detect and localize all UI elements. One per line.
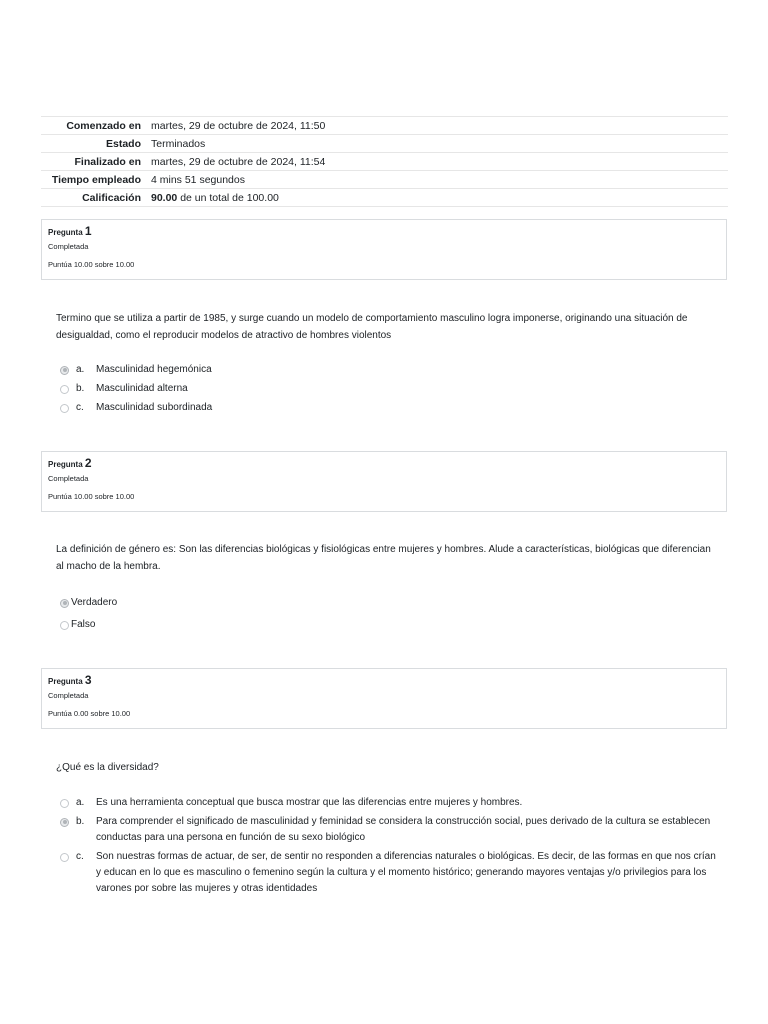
summary-label: Tiempo empleado — [41, 171, 151, 189]
question-text: Termino que se utiliza a partir de 1985, y surge cuando un modelo de comportamiento masculino logra imponerse, originando una situación de desigualdad, como el reproducir modelos de atractivo de hombres violentos — [56, 313, 688, 341]
question-text: ¿Qué es la diversidad? — [56, 762, 159, 773]
question-info-2 — [41, 451, 727, 512]
question-state: Completada — [48, 242, 89, 251]
answer-option-false[interactable] — [60, 618, 95, 632]
answer-option[interactable] — [60, 400, 720, 416]
option-letter: a. — [76, 364, 85, 375]
radio-button[interactable] — [60, 799, 69, 808]
question-info-3 — [41, 668, 727, 729]
question-prefix: Pregunta — [48, 460, 85, 469]
option-letter: b. — [76, 816, 85, 827]
option-letter: c. — [76, 851, 84, 862]
question-number — [48, 674, 720, 688]
question-number — [48, 457, 720, 471]
question-grade: Puntúa 10.00 sobre 10.00 — [48, 259, 135, 269]
summary-value: martes, 29 de octubre de 2024, 11:54 — [151, 153, 728, 171]
question-number-value: 3 — [84, 673, 92, 687]
summary-label: Comenzado en — [41, 117, 151, 135]
radio-button[interactable] — [60, 599, 69, 608]
summary-row-started — [41, 117, 728, 135]
summary-value — [151, 189, 728, 207]
question-grade: Puntúa 0.00 sobre 10.00 — [48, 708, 131, 718]
option-letter: a. — [76, 797, 85, 808]
summary-row-finished — [41, 153, 728, 171]
option-text: Masculinidad subordinada — [96, 402, 213, 413]
option-text: Masculinidad alterna — [96, 383, 188, 394]
radio-button[interactable] — [60, 385, 69, 394]
summary-row-grade — [41, 189, 728, 207]
attempt-summary-table — [41, 116, 728, 207]
question-prefix: Pregunta — [48, 677, 85, 686]
radio-button[interactable] — [60, 853, 69, 862]
radio-button[interactable] — [60, 621, 69, 630]
grade-value: 90.00 — [151, 191, 178, 204]
question-state: Completada — [48, 691, 89, 700]
radio-button[interactable] — [60, 366, 69, 375]
option-text: Para comprender el significado de masculinidad y feminidad se considera la construcción social, pues derivado de la cultura se establecen conductas para una persona en función de su sexo biológico — [96, 816, 711, 843]
radio-button[interactable] — [60, 818, 69, 827]
answer-option[interactable] — [60, 362, 720, 378]
summary-value: Terminados — [151, 135, 728, 153]
answer-option[interactable] — [60, 381, 720, 397]
radio-button[interactable] — [60, 404, 69, 413]
option-text: Verdadero — [71, 597, 118, 608]
option-letter: c. — [76, 402, 84, 413]
summary-value: 4 mins 51 segundos — [151, 171, 728, 189]
question-info-1 — [41, 219, 727, 280]
summary-row-state — [41, 135, 728, 153]
summary-label: Finalizado en — [41, 153, 151, 171]
question-number — [48, 225, 720, 239]
answer-option[interactable] — [60, 814, 720, 846]
question-text: La definición de género es: Son las diferencias biológicas y fisiológicas entre mujeres y hombres. Alude a características, biológicas que diferencian al macho de la hembra. — [56, 544, 711, 572]
option-text: Masculinidad hegemónica — [96, 364, 212, 375]
summary-value: martes, 29 de octubre de 2024, 11:50 — [151, 117, 728, 135]
option-text: Son nuestras formas de actuar, de ser, de sentir no responden a diferencias naturales o biológicas. Es decir, de las formas en que nos crían y educan en lo que es masculino o femenino según la cultura y el momento histórico; generando mayores ventajas y/o privilegios para los varones por sobre las mujeres y otras identidades — [96, 851, 716, 894]
answer-option[interactable] — [60, 849, 720, 897]
option-text: Falso — [71, 619, 96, 630]
grade-suffix: de un total de 100.00 — [177, 191, 279, 204]
question-grade: Puntúa 10.00 sobre 10.00 — [48, 491, 135, 501]
question-prefix: Pregunta — [48, 228, 85, 237]
question-state: Completada — [48, 474, 89, 483]
summary-label: Calificación — [41, 189, 151, 207]
summary-label: Estado — [41, 135, 151, 153]
question-number-value: 2 — [84, 456, 92, 470]
answer-option-true[interactable] — [60, 596, 117, 610]
question-number-value: 1 — [84, 224, 92, 238]
answer-option[interactable] — [60, 795, 720, 811]
option-text: Es una herramienta conceptual que busca mostrar que las diferencias entre mujeres y hombres. — [96, 797, 523, 808]
option-letter: b. — [76, 383, 85, 394]
summary-row-time-taken — [41, 171, 728, 189]
